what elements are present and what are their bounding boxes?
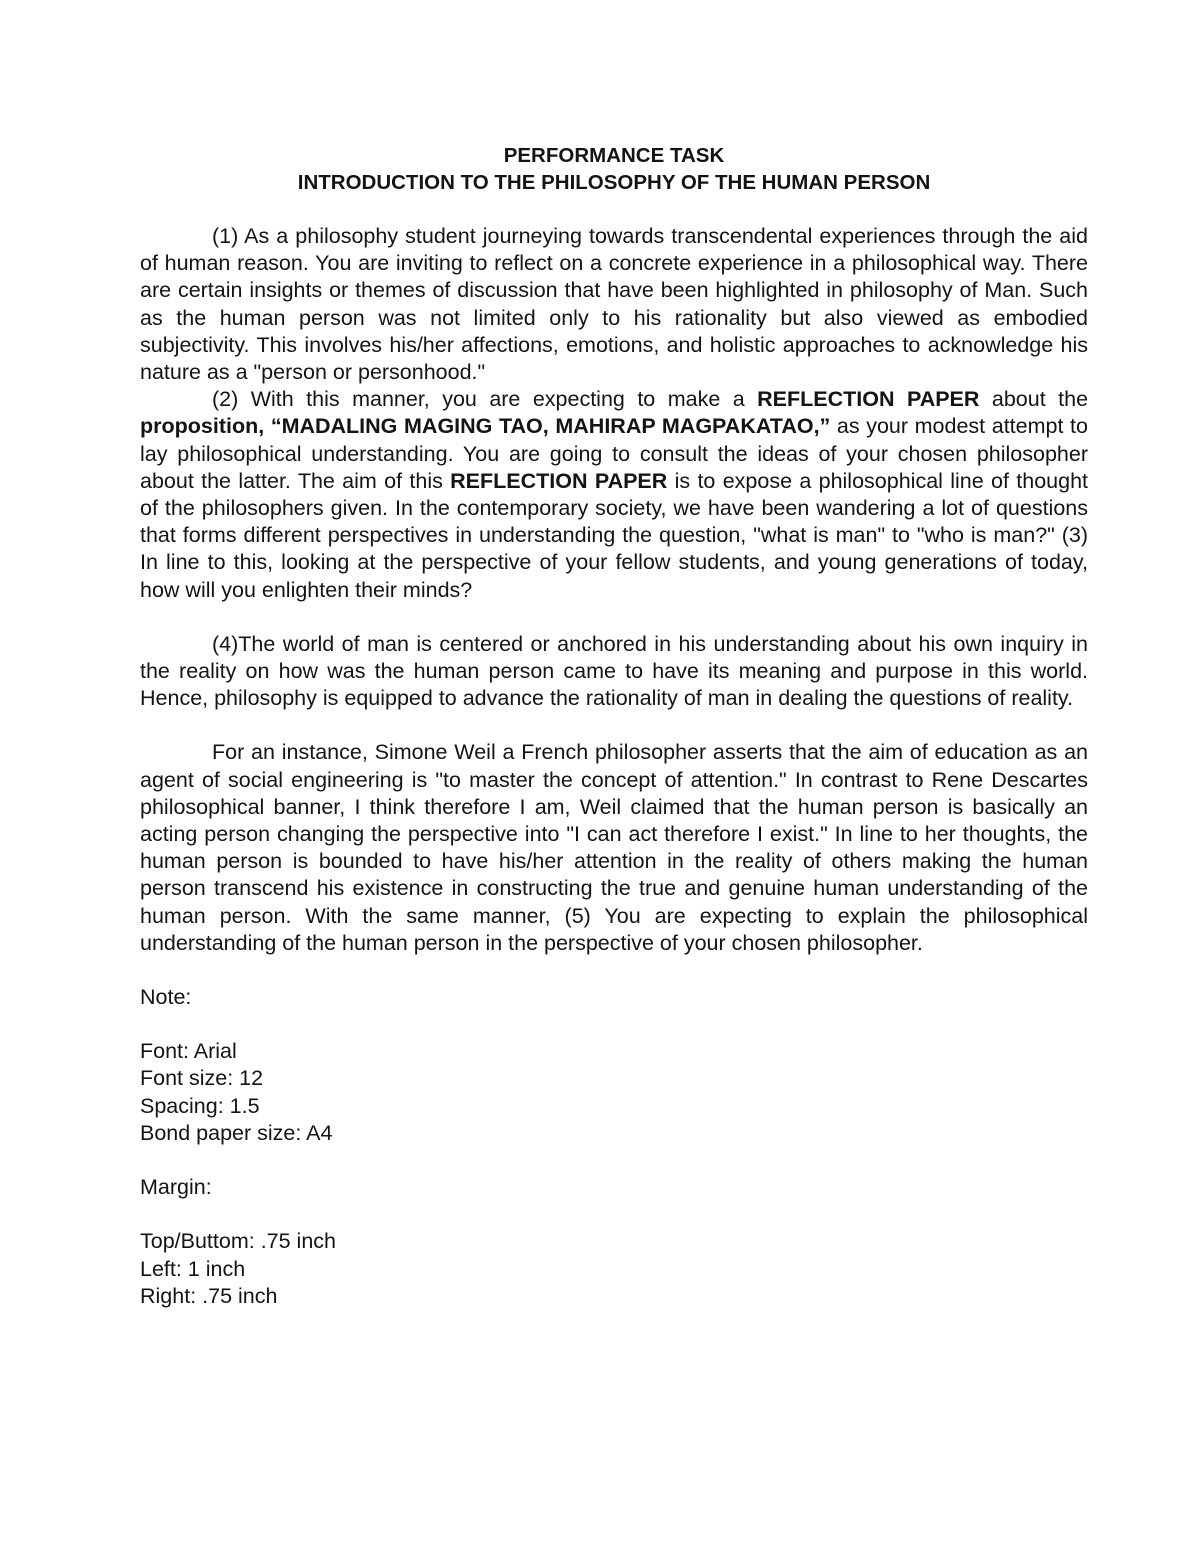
paragraph-2-text-4: as your modest attempt to lay philosophical understanding. You are going to consult the ideas of your chosen philosopher about the latter. The aim of this — [140, 414, 1088, 493]
format-line: Font: Arial — [140, 1039, 237, 1064]
paragraph-2-text-5: is to expose a philosophical line of thought of the philosophers given. In the contemporary society, we have been wandering a lot of questions that forms different perspectives in understanding the question, "what is man" to "who is man?" (3) In line to this, looking at the perspective of your fellow students, and young generations of today, how will you enlighten their minds? — [140, 468, 1088, 602]
paragraph-3: (4)The world of man is centered or anchored in his understanding about his own inquiry in the reality on how was the human person came to have its meaning and purpose in this world. Hence, philosophy is equipped to advance the rationality of man in dealing the questions of reality. — [140, 631, 1088, 711]
document-title: PERFORMANCE TASK — [503, 144, 725, 167]
spacer — [140, 196, 1088, 223]
note-label: Note: — [140, 985, 192, 1010]
document-subtitle: INTRODUCTION TO THE PHILOSOPHY OF THE HUMAN PERSON — [297, 171, 931, 194]
margin-line: Left: 1 inch — [140, 1256, 246, 1281]
document-page — [140, 142, 1088, 1310]
paragraph-4: For an instance, Simone Weil a French philosopher asserts that the aim of education as an agent of social engineering is "to master the concept of attention." In contrast to Rene Descartes philosophical banner, I think therefore I am, Weil claimed that the human person is basically an acting person changing the perspective into "I can act therefore I exist." In line to her thoughts, the human person is bounded to have his/her attention in the reality of others making the human person transcend his existence in constructing the true and genuine human understanding of the human person. With the same manner, (5) You are expecting to explain the philosophical understanding of the human person in the perspective of your chosen philosopher. — [140, 740, 1088, 955]
format-line: Bond paper size: A4 — [140, 1120, 333, 1145]
spacer — [140, 1011, 1088, 1038]
paragraph-2-text-2: about the — [979, 387, 1089, 412]
paragraph-2-bold-reflection-paper-2: REFLECTION PAPER — [450, 468, 668, 493]
format-line: Font size: 12 — [140, 1066, 264, 1091]
format-line: Spacing: 1.5 — [140, 1093, 260, 1118]
paragraph-2-bold-proverb: “MADALING MAGING TAO, MAHIRAP MAGPAKATAO,” — [270, 414, 831, 439]
paragraph-1: (1) As a philosophy student journeying towards transcendental experiences through the aid of human reason. You are inviting to reflect on a concrete experience in a philosophical way. There are certain insights or themes of discussion that have been highlighted in philosophy of Man. Such as the human person was not limited only to his rationality but also viewed as embodied subjectivity. This involves his/her affections, emotions, and holistic approaches to acknowledge his nature as a "person or personhood." — [140, 224, 1088, 385]
paragraph-2-text-1: (2) With this manner, you are expecting to make a — [212, 387, 758, 412]
paragraph-2-bold-reflection-paper: REFLECTION PAPER — [757, 387, 980, 412]
margin-line: Top/Buttom: .75 inch — [140, 1229, 336, 1254]
spacer — [140, 1201, 1088, 1228]
spacer — [140, 712, 1088, 739]
spacer — [140, 957, 1088, 984]
spacer — [140, 1147, 1088, 1174]
spacer — [140, 604, 1088, 631]
paragraph-2-bold-proposition: proposition, — [140, 414, 265, 439]
margin-line: Right: .75 inch — [140, 1283, 278, 1308]
paragraph-2 — [140, 386, 1088, 604]
paragraph-2-text-3 — [264, 414, 271, 438]
margin-label: Margin: — [140, 1175, 212, 1200]
